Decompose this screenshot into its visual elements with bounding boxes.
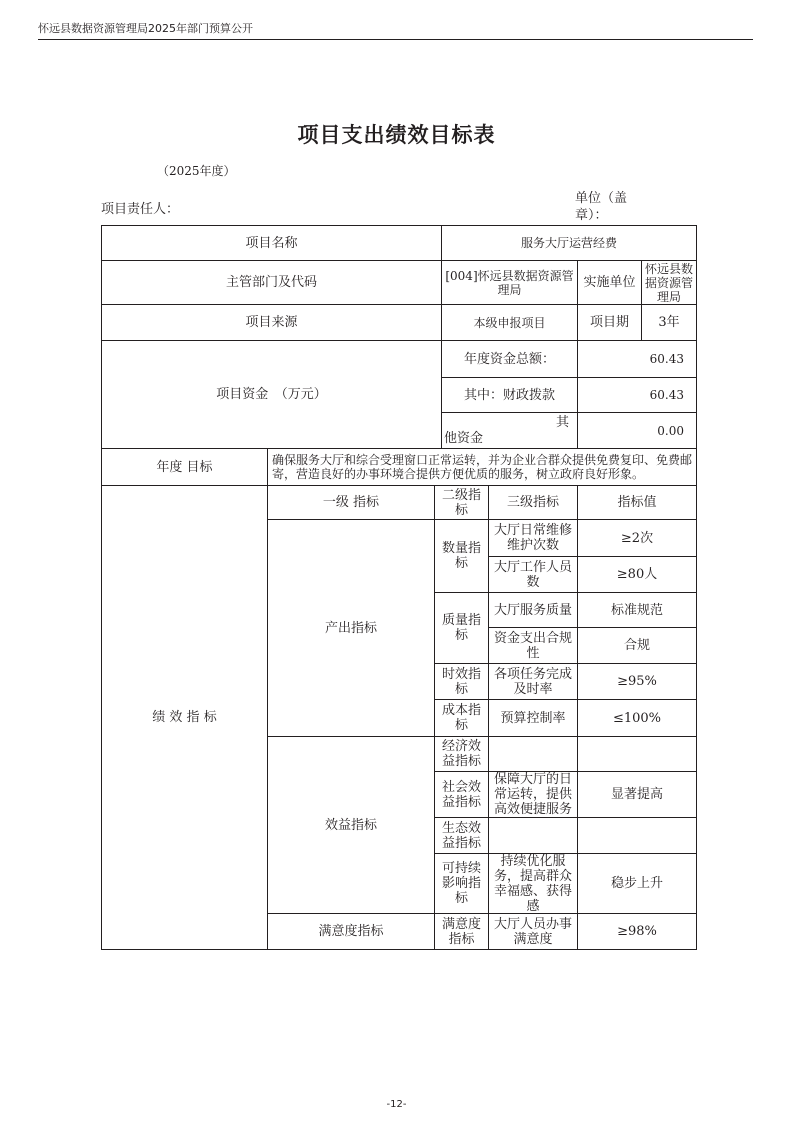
- quantity-indicator-label: 数量指标: [434, 519, 489, 593]
- source-value: 本级申报项目: [441, 304, 578, 341]
- ql1-value: 标准规范: [577, 592, 697, 628]
- ql2-value: 合规: [577, 627, 697, 664]
- source-label: 项目来源: [101, 304, 442, 341]
- timely-indicator-label: 时效指标: [434, 663, 489, 700]
- eco-benefit-name: [488, 817, 578, 854]
- sustain-benefit-value: 稳步上升: [577, 853, 697, 914]
- project-name-label: 项目名称: [101, 225, 442, 261]
- fund-other-label: [441, 412, 578, 449]
- dept-label: 主管部门及代码: [101, 260, 442, 305]
- fund-other-label-a: 其: [555, 415, 569, 430]
- col-level1-header: 一级 指标: [267, 485, 435, 520]
- fund-fiscal-label: 其中：财政拨款: [441, 377, 578, 413]
- fund-label: 项目资金 （万元）: [101, 340, 442, 449]
- q2-value: ≥80人: [577, 556, 697, 593]
- fund-fiscal-value: 60.43: [577, 377, 697, 413]
- ql2-name: 资金支出合规性: [488, 627, 578, 664]
- t1-name: 各项任务完成及时率: [488, 663, 578, 700]
- project-leader-label: 项目责任人：: [101, 202, 180, 217]
- q2-name: 大厅工作人员数: [488, 556, 578, 593]
- period-value: 3年: [641, 304, 697, 341]
- satisfaction-indicator-label: 满意度指标: [267, 913, 435, 950]
- econ-benefit-name: [488, 736, 578, 772]
- c1-value: ≤100%: [577, 699, 697, 737]
- annual-goal-value: 确保服务大厅和综合受理窗口正常运转，并为企业合群众提供免费复印、免费邮寄，营造良好的办事环境合提供方便优质的服务，树立政府良好形象。: [267, 448, 697, 486]
- impl-unit-label: 实施单位: [577, 260, 642, 305]
- satisfaction-level2-label: 满意度指标: [434, 913, 489, 950]
- annual-goal-label: 年度 目标: [101, 448, 268, 486]
- fund-total-label: 年度资金总额：: [441, 340, 578, 378]
- project-name-value: 服务大厅运营经费: [441, 225, 697, 261]
- year-label: （2025年度）: [157, 164, 236, 178]
- q1-value: ≥2次: [577, 519, 697, 557]
- eco-benefit-label: 生态效益指标: [434, 817, 489, 854]
- quality-indicator-label: 质量指标: [434, 592, 489, 664]
- page-title: 项目支出绩效目标表: [297, 123, 496, 147]
- fund-other-value: 0.00: [577, 412, 697, 449]
- document-header: 怀远县数据资源管理局2025年部门预算公开: [38, 22, 253, 35]
- social-benefit-name: 保障大厅的日常运转，提供高效便捷服务: [488, 771, 578, 818]
- dept-value: [004]怀远县数据资源管理局: [441, 260, 578, 305]
- fund-other-label-b: 他资金: [444, 431, 484, 446]
- econ-benefit-label: 经济效益指标: [434, 736, 489, 772]
- fund-total-value: 60.43: [577, 340, 697, 378]
- satisfaction-value: ≥98%: [577, 913, 697, 950]
- satisfaction-name: 大厅人员办事满意度: [488, 913, 578, 950]
- indicators-section-label: 绩 效 指 标: [101, 485, 268, 950]
- sustain-benefit-label: 可持续影响指标: [434, 853, 489, 914]
- social-benefit-value: 显著提高: [577, 771, 697, 818]
- unit-seal-label: 单位（盖章）：: [575, 191, 628, 223]
- sustain-benefit-name: 持续优化服务，提高群众幸福感、获得感: [488, 853, 578, 914]
- cost-indicator-label: 成本指标: [434, 699, 489, 737]
- t1-value: ≥95%: [577, 663, 697, 700]
- output-indicator-label: 产出指标: [267, 519, 435, 737]
- impl-unit-value: 怀远县数据资源管理局: [641, 260, 697, 305]
- benefit-indicator-label: 效益指标: [267, 736, 435, 914]
- page-number: -12-: [386, 1099, 407, 1110]
- ql1-name: 大厅服务质量: [488, 592, 578, 628]
- q1-name: 大厅日常维修维护次数: [488, 519, 578, 557]
- econ-benefit-value: [577, 736, 697, 772]
- col-level3-header: 三级指标: [488, 485, 578, 520]
- eco-benefit-value: [577, 817, 697, 854]
- col-level2-header: 二级指标: [434, 485, 489, 520]
- social-benefit-label: 社会效益指标: [434, 771, 489, 818]
- c1-name: 预算控制率: [488, 699, 578, 737]
- header-divider: [38, 39, 753, 40]
- col-value-header: 指标值: [577, 485, 697, 520]
- period-label: 项目期: [577, 304, 642, 341]
